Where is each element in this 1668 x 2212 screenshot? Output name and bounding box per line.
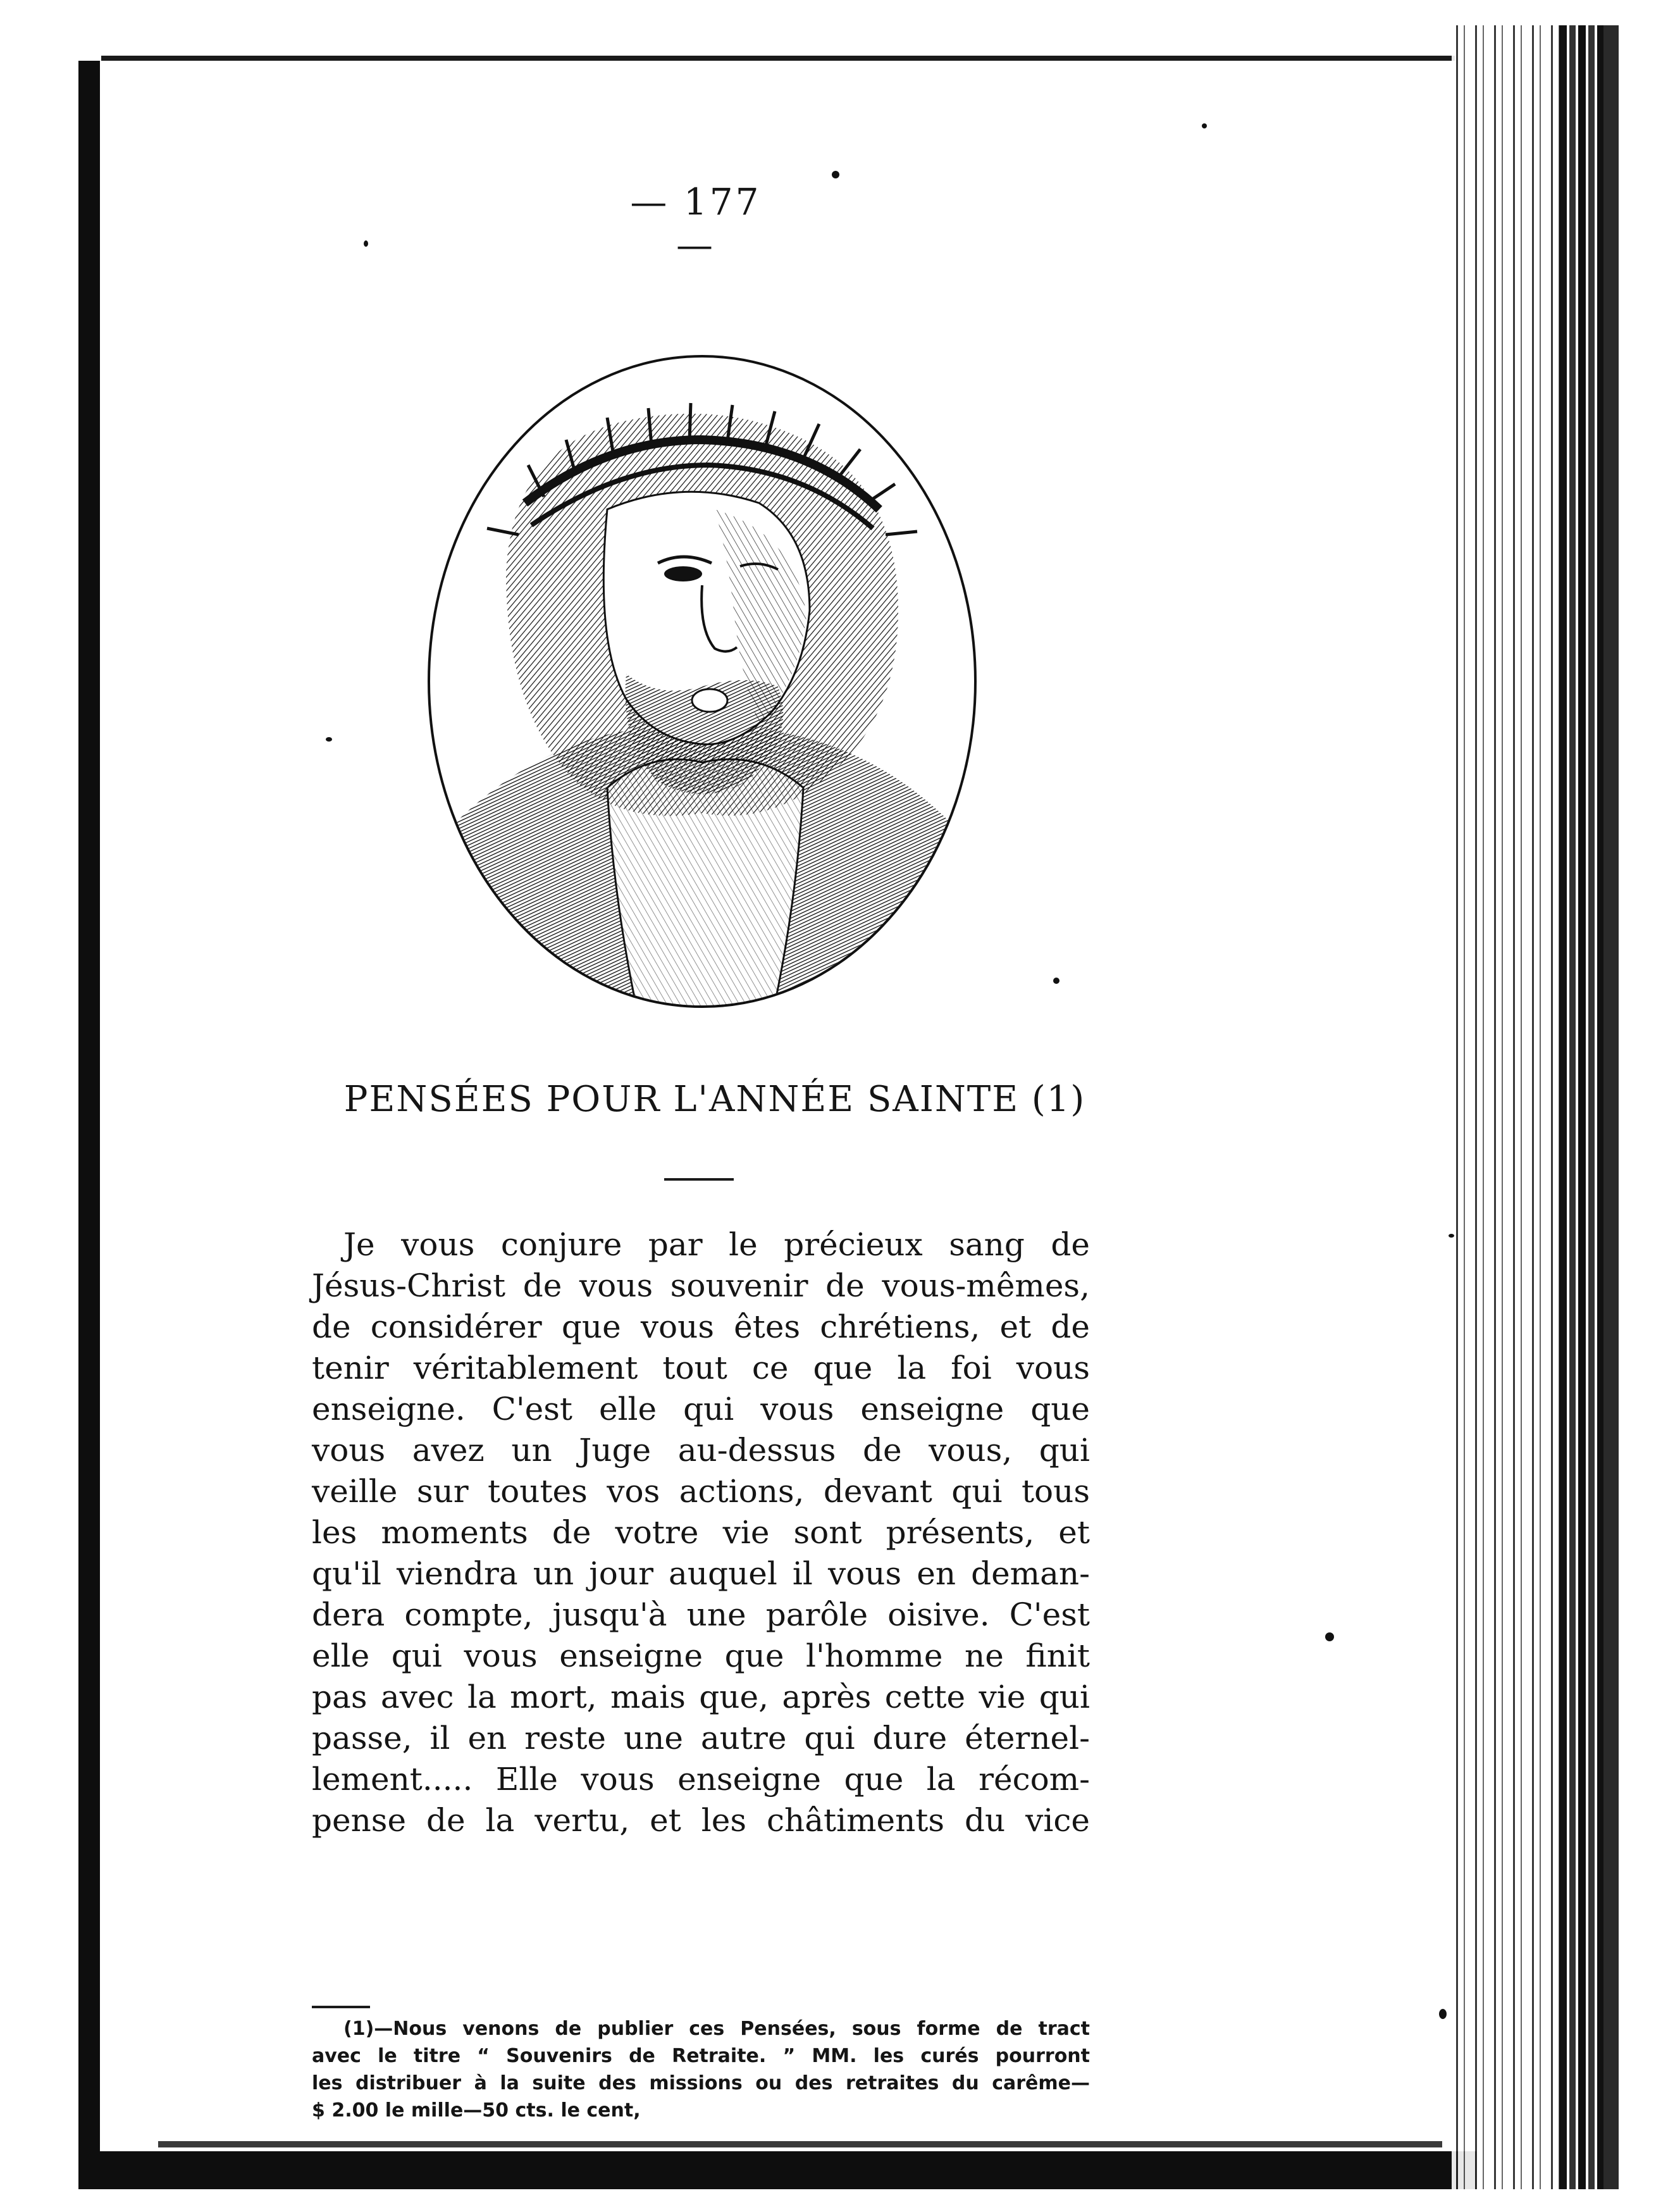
bottom-binding-edge bbox=[78, 2151, 1476, 2189]
text-line: qu'il viendra un jour auquel il vous en deman- bbox=[312, 1555, 1090, 1592]
scan-speck bbox=[326, 737, 332, 742]
text-line: veille sur toutes vos actions, devant qui tous bbox=[312, 1473, 1090, 1510]
text-line: Jésus-Christ de vous souvenir de vous-mêmes, bbox=[312, 1267, 1090, 1304]
scan-speck bbox=[1202, 123, 1207, 128]
footnote-line: avec le titre “ Souvenirs de Retraite. ” MM. les curés pourront bbox=[312, 2045, 1090, 2067]
engraved-portrait-illustration bbox=[417, 345, 987, 1019]
scan-speck bbox=[1053, 978, 1059, 984]
text-line: lement..... Elle vous enseigne que la récom- bbox=[312, 1761, 1090, 1798]
text-line: enseigne. C'est elle qui vous enseigne que bbox=[312, 1391, 1090, 1427]
text-line: Je vous conjure par le précieux sang de bbox=[343, 1226, 1090, 1263]
scan-speck bbox=[1439, 2009, 1447, 2019]
body-text bbox=[312, 1224, 1090, 1841]
page-number: — 177 — bbox=[630, 180, 762, 266]
text-line: tenir véritablement tout ce que la foi vous bbox=[312, 1350, 1090, 1386]
text-line: vous avez un Juge au-dessus de vous, qui bbox=[312, 1432, 1090, 1469]
text-line: passe, il en reste une autre qui dure éternel- bbox=[312, 1720, 1090, 1756]
section-title: PENSÉES POUR L'ANNÉE SAINTE (1) bbox=[343, 1079, 1086, 1120]
top-rule bbox=[101, 56, 1455, 61]
title-divider bbox=[664, 1178, 734, 1181]
scan-speck bbox=[364, 240, 368, 247]
text-line: de considérer que vous êtes chrétiens, et de bbox=[312, 1308, 1090, 1345]
scan-speck bbox=[1325, 1632, 1334, 1641]
bottom-rule bbox=[158, 2141, 1442, 2147]
footnote bbox=[312, 2015, 1090, 2124]
stacked-page-edges-dark bbox=[1559, 25, 1603, 2189]
left-binding-edge bbox=[78, 61, 100, 2168]
book-edge bbox=[1603, 25, 1619, 2189]
footnote-divider bbox=[312, 2006, 370, 2008]
text-line: elle qui vous enseigne que l'homme ne finit bbox=[312, 1637, 1090, 1674]
footnote-line: les distribuer à la suite des missions ou des retraites du carême— bbox=[312, 2072, 1090, 2094]
text-line: dera compte, jusqu'à une parôle oisive. C'est bbox=[312, 1596, 1090, 1633]
text-line: les moments de votre vie sont présents, et bbox=[312, 1514, 1090, 1551]
text-line: pense de la vertu, et les châtiments du vice bbox=[312, 1802, 1090, 1839]
scan-speck bbox=[1449, 1234, 1454, 1238]
footnote-line: (1)—Nous venons de publier ces Pensées, sous forme de tract bbox=[343, 2018, 1090, 2040]
footnote-line: $ 2.00 le mille—50 cts. le cent, bbox=[312, 2099, 641, 2122]
text-line: pas avec la mort, mais que, après cette vie qui bbox=[312, 1679, 1090, 1715]
scan-speck bbox=[832, 171, 839, 178]
